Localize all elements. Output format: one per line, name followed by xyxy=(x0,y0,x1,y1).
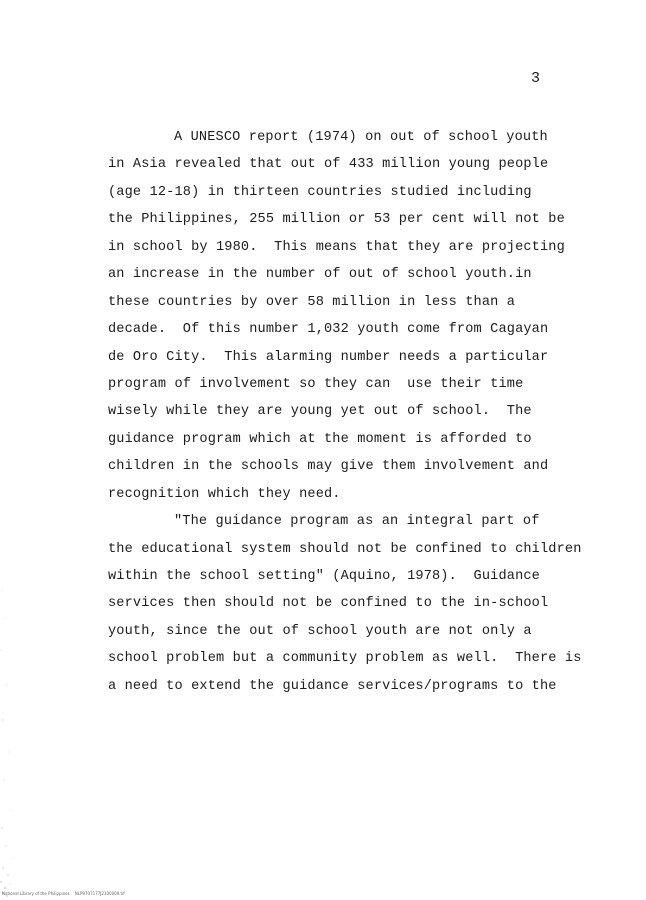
text-line: youth, since the out of school youth are not only a xyxy=(108,623,532,639)
text-line: program of involvement so they can use their time xyxy=(108,376,524,392)
body-text xyxy=(108,124,628,700)
text-line: school problem but a community problem as well. There is xyxy=(108,651,582,667)
text-line: de Oro City. This alarming number needs a particular xyxy=(108,349,549,365)
text-line: in Asia revealed that out of 433 million young people xyxy=(108,157,549,173)
text-line: wisely while they are young yet out of school. The xyxy=(108,404,532,420)
text-line: the educational system should not be confined to children xyxy=(108,541,582,557)
text-line: guidance program which at the moment is afforded to xyxy=(108,431,532,447)
page-number: 3 xyxy=(531,70,541,87)
text-line: the Philippines, 255 million or 53 per cent will not be xyxy=(108,212,565,228)
text-line: (age 12-18) in thirteen countries studied including xyxy=(108,184,532,200)
text-line: an increase in the number of out of school youth.in xyxy=(108,267,532,283)
scan-noise xyxy=(0,570,30,900)
text-line: services then should not be confined to the in-school xyxy=(108,596,549,612)
text-line: "The guidance program as an integral part of xyxy=(174,514,540,530)
text-line: within the school setting" (Aquino, 1978). Guidance xyxy=(108,569,540,584)
text-line: decade. Of this number 1,032 youth come from Cagayan xyxy=(108,322,549,338)
archive-footer: National Library of the Philippines NLP9707177J2100009.tif xyxy=(2,891,125,896)
text-line: children in the schools may give them involvement and xyxy=(108,459,549,475)
text-line: a need to extend the guidance services/programs to the xyxy=(108,678,557,694)
text-line: A UNESCO report (1974) on out of school youth xyxy=(174,130,548,145)
text-line: in school by 1980. This means that they are projecting xyxy=(108,239,565,255)
text-line: these countries by over 58 million in less than a xyxy=(108,294,516,310)
text-line: recognition which they need. xyxy=(108,486,341,502)
